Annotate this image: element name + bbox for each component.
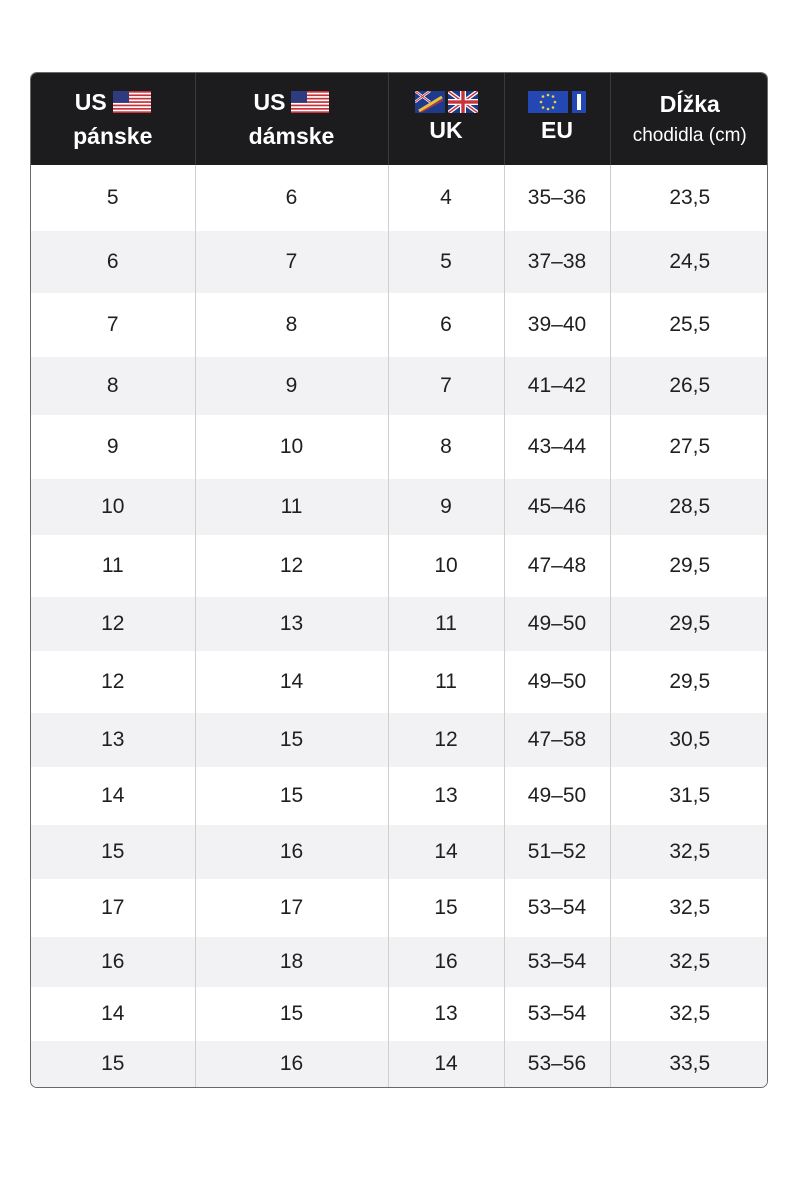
foot-length-cell: 29,5: [669, 670, 711, 693]
us-women-cell: 15: [195, 713, 388, 767]
table-row: [31, 879, 768, 937]
eu-cell: 47–58: [504, 713, 610, 767]
eu-cell: 43–44: [504, 415, 610, 479]
header-us-men-sub: pánske: [73, 123, 153, 149]
us-men-cell: 13: [31, 713, 195, 767]
flag-stripe-icon: [572, 91, 586, 113]
uk-cell: 7: [388, 357, 504, 415]
eu-cell: 49–50: [504, 767, 610, 825]
foot-length-cell: 32,5: [610, 825, 768, 879]
eu-cell: 49–50: [504, 651, 610, 713]
header-eu: [504, 73, 610, 165]
us-men-cell: 12: [31, 597, 195, 651]
us-flag-icon: [291, 91, 329, 113]
eu-cell: 53–54: [504, 987, 610, 1041]
table-row: [31, 535, 768, 597]
table-row: [31, 357, 768, 415]
header-foot-length: [610, 73, 768, 165]
uk-cell: 8: [388, 415, 504, 479]
table-row: [31, 987, 768, 1041]
eu-cell: 49–50: [504, 597, 610, 651]
eu-cell: 37–38: [504, 231, 610, 293]
header-eu-label: EU: [541, 117, 573, 143]
foot-length-cell: 29,5: [610, 597, 768, 651]
table-row: [31, 165, 768, 231]
foot-length-cell: 32,5: [669, 1002, 711, 1025]
uk-cell: 13: [388, 987, 504, 1041]
foot-length-cell: 31,5: [669, 784, 711, 807]
uk-cell: 10: [388, 535, 504, 597]
eu-cell: 35–36: [504, 165, 610, 231]
foot-length-cell: 23,5: [669, 186, 711, 209]
table-row: [31, 651, 768, 713]
uk-cell: 5: [388, 231, 504, 293]
eu-cell: 51–52: [504, 825, 610, 879]
us-women-cell: 16: [195, 825, 388, 879]
uk-cell: 12: [388, 713, 504, 767]
eu-cell: 53–56: [504, 1041, 610, 1087]
us-women-cell: 6: [195, 165, 388, 231]
header-us-men: [31, 73, 195, 165]
us-men-cell: 12: [31, 651, 195, 713]
us-men-cell: 15: [31, 825, 195, 879]
header-us-women-label: US: [253, 89, 286, 115]
us-women-cell: 15: [195, 987, 388, 1041]
size-table-body: [31, 165, 768, 1087]
us-women-cell: 11: [195, 479, 388, 535]
us-men-cell: 9: [31, 415, 195, 479]
header-us-women: [195, 73, 388, 165]
header-foot-length-sub: chodidla (cm): [632, 125, 747, 146]
table-row: [31, 479, 768, 535]
foot-length-cell: 30,5: [610, 713, 768, 767]
uk-cell: 11: [388, 597, 504, 651]
us-flag-icon: [113, 91, 151, 113]
uk-cell: 4: [388, 165, 504, 231]
us-men-cell: 17: [31, 879, 195, 937]
us-women-cell: 15: [195, 767, 388, 825]
header-us-women-sub: dámske: [248, 123, 335, 149]
foot-length-cell: 32,5: [669, 896, 711, 919]
uk-cell: 11: [388, 651, 504, 713]
table-row: [31, 767, 768, 825]
table-row: [31, 1041, 768, 1087]
header-foot-length-label: Dĺžka: [659, 91, 720, 117]
us-women-cell: 10: [195, 415, 388, 479]
uk-cell: 9: [388, 479, 504, 535]
foot-length-cell: 24,5: [610, 231, 768, 293]
eu-cell: 45–46: [504, 479, 610, 535]
table-row: [31, 825, 768, 879]
foot-length-cell: 25,5: [669, 313, 711, 336]
us-men-cell: 14: [31, 987, 195, 1041]
uk-cell: 6: [388, 293, 504, 357]
us-women-cell: 16: [195, 1041, 388, 1087]
us-men-cell: 10: [31, 479, 195, 535]
eu-flag-icon: [528, 91, 568, 113]
us-women-cell: 13: [195, 597, 388, 651]
us-men-cell: 8: [31, 357, 195, 415]
us-men-cell: 16: [31, 937, 195, 987]
uk-cell: 16: [388, 937, 504, 987]
header-uk-label: UK: [429, 117, 463, 143]
us-women-cell: 9: [195, 357, 388, 415]
foot-length-cell: 32,5: [610, 937, 768, 987]
header-uk: [388, 73, 504, 165]
us-women-cell: 7: [195, 231, 388, 293]
us-men-cell: 5: [31, 165, 195, 231]
eu-cell: 47–48: [504, 535, 610, 597]
header-us-men-label: US: [74, 89, 107, 115]
table-row: [31, 713, 768, 767]
eu-cell: 53–54: [504, 879, 610, 937]
uk-cell: 14: [388, 825, 504, 879]
table-row: [31, 231, 768, 293]
table-row: [31, 937, 768, 987]
uk-cell: 13: [388, 767, 504, 825]
size-chart-table: [30, 72, 768, 1088]
table-row: [31, 597, 768, 651]
eu-cell: 39–40: [504, 293, 610, 357]
us-women-cell: 18: [195, 937, 388, 987]
us-women-cell: 8: [195, 293, 388, 357]
us-men-cell: 6: [31, 231, 195, 293]
foot-length-cell: 33,5: [610, 1041, 768, 1087]
us-women-cell: 12: [195, 535, 388, 597]
foot-length-cell: 26,5: [610, 357, 768, 415]
table-row: [31, 293, 768, 357]
us-men-cell: 15: [31, 1041, 195, 1087]
us-men-cell: 11: [31, 535, 195, 597]
eu-cell: 53–54: [504, 937, 610, 987]
table-row: [31, 415, 768, 479]
australia-flag-icon: [415, 91, 445, 113]
uk-flag-icon: [448, 91, 478, 113]
uk-cell: 15: [388, 879, 504, 937]
uk-cell: 14: [388, 1041, 504, 1087]
us-women-cell: 17: [195, 879, 388, 937]
us-men-cell: 7: [31, 293, 195, 357]
foot-length-cell: 28,5: [610, 479, 768, 535]
us-women-cell: 14: [195, 651, 388, 713]
eu-cell: 41–42: [504, 357, 610, 415]
us-men-cell: 14: [31, 767, 195, 825]
foot-length-cell: 29,5: [669, 554, 711, 577]
foot-length-cell: 27,5: [669, 435, 711, 458]
